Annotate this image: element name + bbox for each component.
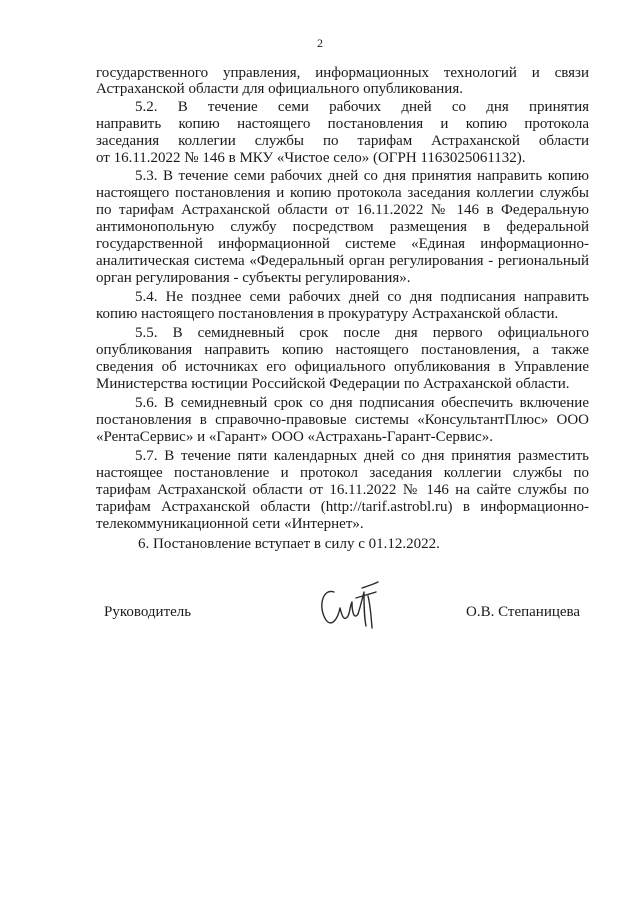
text-line: «РентаСервис» и «Гарант» ООО «Астрахань-Гарант-Сервис».: [96, 429, 493, 445]
text-line: антимонопольную службу посредством размещения в федеральной: [96, 219, 589, 235]
text-line: Астраханской области для официального опубликования.: [96, 81, 463, 97]
page-number: 2: [317, 36, 323, 50]
text-line: государственной информационной системе «Единая информационно-: [96, 236, 589, 252]
text-line: государственного управления, информационных технологий и связи: [96, 65, 589, 81]
text-line: тарифам Астраханской области (http://tarif.astrobl.ru) в информационно-: [96, 499, 589, 515]
text-line: копию настоящего постановления в прокуратуру Астраханской области.: [96, 306, 559, 322]
text-line: 5.6. В семидневный срок со дня подписания обеспечить включение: [135, 395, 589, 411]
text-line: орган регулирования - субъекты регулирования».: [96, 270, 411, 286]
text-line: направить копию настоящего постановления и копию протокола: [96, 116, 589, 132]
text-line: постановления в справочно-правовые системы «КонсультантПлюс» ООО: [96, 412, 589, 428]
text-line: настоящее постановление и протокол заседания коллегии службы по: [96, 465, 589, 481]
text-line: 5.3. В течение семи рабочих дней со дня принятия направить копию: [135, 168, 589, 184]
text-line: 5.7. В течение пяти календарных дней со дня принятия разместить: [135, 448, 589, 464]
text-line: телекоммуникационной сети «Интернет».: [96, 516, 364, 532]
text-line: опубликования направить копию настоящего постановления, а также: [96, 342, 589, 358]
text-line: Министерства юстиции Российской Федерации по Астраханской области.: [96, 376, 570, 392]
text-line: настоящего постановления и копию протокола заседания коллегии службы: [96, 185, 589, 201]
signatory-name: О.В. Степаницева: [466, 604, 581, 620]
text-line: по тарифам Астраханской области от 16.11.2022 № 146 в Федеральную: [96, 202, 589, 218]
text-line: сведения об источниках его официального опубликования в Управление: [96, 359, 589, 375]
text-line: 5.4. Не позднее семи рабочих дней со дня подписания направить: [135, 289, 589, 305]
text-line: аналитическая система «Федеральный орган регулирования - региональный: [96, 253, 589, 269]
text-line: 5.5. В семидневный срок после дня первого официального: [135, 325, 589, 341]
text-line: 5.2. В течение семи рабочих дней со дня принятия: [135, 99, 589, 115]
signatory-title: Руководитель: [104, 604, 192, 620]
handwritten-signature: [316, 578, 380, 634]
text-line: тарифам Астраханской области от 16.11.2022 № 146 на сайте службы по: [96, 482, 589, 498]
text-line: 6. Постановление вступает в силу с 01.12.2022.: [138, 536, 440, 552]
text-line: от 16.11.2022 № 146 в МКУ «Чистое село» (ОГРН 1163025061132).: [96, 150, 526, 166]
text-line: заседания коллегии службы по тарифам Астраханской области: [96, 133, 589, 149]
